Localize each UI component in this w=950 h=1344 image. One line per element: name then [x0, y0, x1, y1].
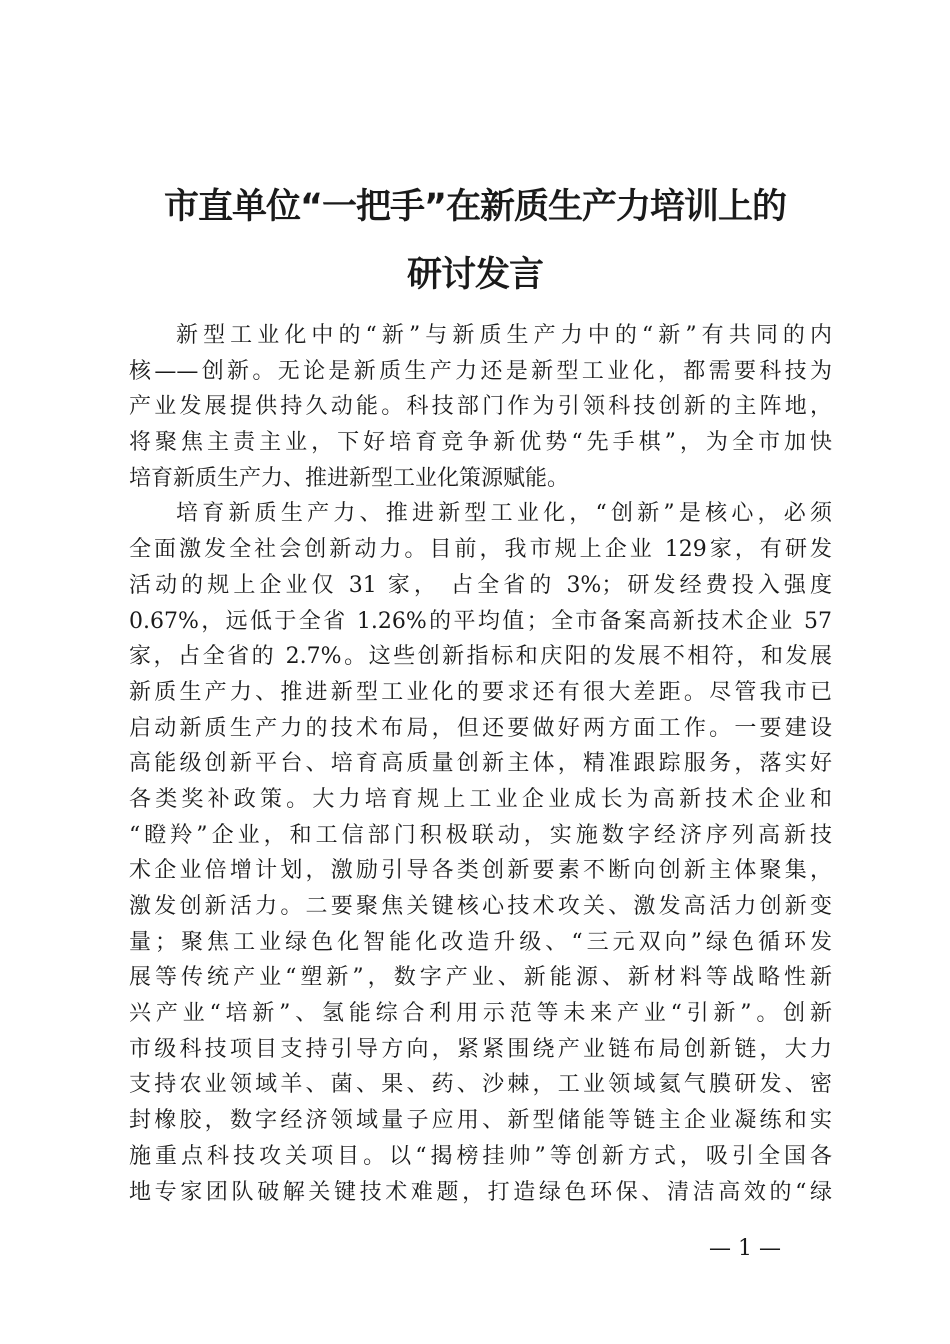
paragraph-line: 培育新质生产力、推进新型工业化策源赋能。: [129, 465, 570, 491]
paragraph-line: 新质生产力、推进新型工业化的要求还有很大差距。尽管我市已: [129, 679, 832, 705]
paragraph-line: 高能级创新平台、培育高质量创新主体，精准跟踪服务，落实好: [129, 751, 832, 777]
paragraph-line: 核——创新。无论是新质生产力还是新型工业化，都需要科技为: [129, 358, 832, 384]
paragraph-line: 将聚焦主责主业，下好培育竞争新优势“先手棋”，为全市加快: [129, 430, 832, 456]
paragraph-line: 启动新质生产力的技术布局，但还要做好两方面工作。一要建设: [129, 715, 832, 741]
paragraph-line: 全面激发全社会创新动力。目前，我市规上企业 129家，有研发: [129, 537, 832, 563]
paragraph-line: 兴产业“培新”、氢能综合利用示范等未来产业“引新”。创新: [129, 1001, 832, 1027]
page-number: — 1 —: [709, 1236, 781, 1261]
paragraph-line: “瞪羚”企业，和工信部门积极联动，实施数字经济序列高新技: [129, 822, 832, 848]
paragraph-line: 新型工业化中的“新”与新质生产力中的“新”有共同的内: [176, 323, 832, 348]
document-title-line-2: 研讨发言: [406, 255, 543, 295]
paragraph-line: 培育新质生产力、推进新型工业化，“创新”是核心，必须: [176, 501, 832, 527]
paragraph-1: [129, 318, 832, 496]
paragraph-line: 量；聚焦工业绿色化智能化改造升级、“三元双向”绿色循环发: [129, 929, 832, 955]
document-body: [129, 318, 832, 1210]
paragraph-2: [129, 496, 832, 1210]
paragraph-line: 术企业倍增计划，激励引导各类创新要素不断向创新主体聚集，: [129, 858, 832, 884]
paragraph-line: 展等传统产业“塑新”，数字产业、新能源、新材料等战略性新: [129, 965, 832, 991]
paragraph-line: 各类奖补政策。大力培育规上工业企业成长为高新技术企业和: [129, 786, 832, 812]
paragraph-line: 封橡胶，数字经济领域量子应用、新型储能等链主企业凝练和实: [129, 1108, 832, 1134]
paragraph-line: 活动的规上企业仅 31 家， 占全省的 3%；研发经费投入强度: [129, 572, 832, 598]
paragraph-line: 施重点科技攻关项目。以“揭榜挂帅”等创新方式，吸引全国各: [129, 1143, 832, 1169]
document-title-line-1: 市直单位“一把手”在新质生产力培训上的: [163, 187, 786, 227]
paragraph-line: 产业发展提供持久动能。科技部门作为引领科技创新的主阵地，: [129, 394, 832, 420]
paragraph-line: 市级科技项目支持引导方向，紧紧围绕产业链布局创新链，大力: [129, 1036, 832, 1062]
paragraph-line: 家，占全省的 2.7%。这些创新指标和庆阳的发展不相符，和发展: [129, 644, 832, 670]
paragraph-line: 激发创新活力。二要聚焦关键核心技术攻关、激发高活力创新变: [129, 894, 832, 919]
paragraph-line: 支持农业领域羊、菌、果、药、沙棘，工业领域氦气膜研发、密: [129, 1072, 832, 1098]
paragraph-line: 0.67%，远低于全省 1.26%的平均值；全市备案高新技术企业 57: [129, 608, 832, 634]
paragraph-line: 地专家团队破解关键技术难题，打造绿色环保、清洁高效的“绿: [129, 1179, 832, 1205]
